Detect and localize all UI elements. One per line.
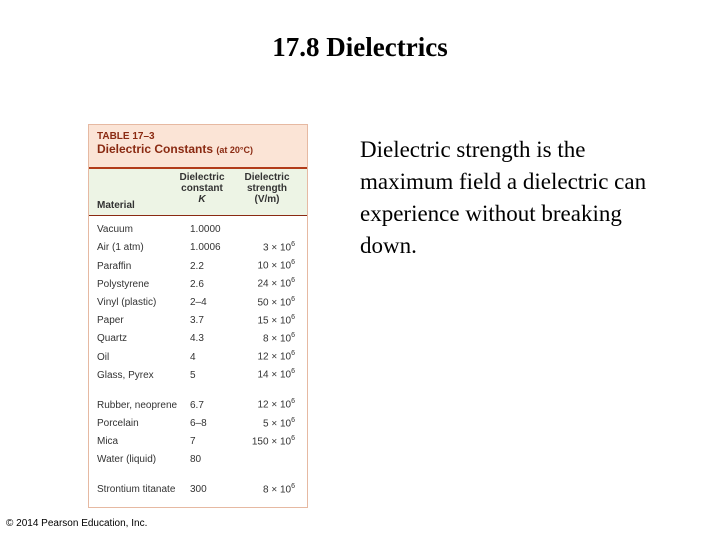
- strength-coefficient: 10 × 10: [257, 260, 292, 272]
- strength-cell: [257, 296, 295, 308]
- strength-cell: [257, 277, 295, 289]
- material-cell: Paper: [97, 315, 124, 327]
- table-caption-note: (at 20°C): [216, 145, 253, 155]
- strength-cell: [257, 314, 295, 326]
- material-cell: Porcelain: [97, 417, 139, 429]
- column-headers: [89, 169, 307, 216]
- column-header-constant-line1: Dielectric: [179, 172, 225, 183]
- column-header-constant: [173, 172, 231, 205]
- strength-cell: [257, 368, 295, 380]
- strength-exponent: 6: [291, 241, 295, 249]
- constant-cell: 2–4: [190, 296, 207, 308]
- table-row: [89, 310, 307, 328]
- constant-cell: 3.7: [190, 315, 204, 327]
- strength-coefficient: 12 × 10: [257, 351, 292, 363]
- constant-cell: 300: [190, 484, 207, 496]
- table-row: [89, 328, 307, 346]
- strength-coefficient: 150 × 10: [251, 436, 292, 448]
- material-cell: Quartz: [97, 333, 128, 345]
- constant-cell: 4: [190, 351, 196, 363]
- strength-exponent: 6: [291, 416, 295, 424]
- strength-exponent: 6: [291, 398, 295, 406]
- table-row: [89, 467, 307, 497]
- strength-exponent: 6: [291, 295, 295, 303]
- strength-exponent: 6: [291, 368, 295, 376]
- constant-cell: 7: [190, 436, 196, 448]
- material-cell: Paraffin: [97, 260, 132, 272]
- material-cell: Air (1 atm): [97, 242, 144, 254]
- dielectric-constants-table: [88, 124, 308, 508]
- column-header-strength: [237, 172, 297, 205]
- strength-coefficient: 24 × 10: [257, 278, 292, 290]
- strength-exponent: 6: [291, 331, 295, 339]
- column-header-constant-symbol: K: [198, 194, 206, 205]
- table-row: [89, 413, 307, 431]
- strength-exponent: 6: [291, 482, 295, 490]
- table-caption-text: Dielectric Constants: [97, 142, 214, 156]
- strength-cell: [257, 398, 295, 410]
- material-cell: Water (liquid): [97, 454, 157, 466]
- constant-cell: 6.7: [190, 399, 204, 411]
- table-row: [89, 255, 307, 273]
- column-header-material: Material: [97, 200, 135, 211]
- column-header-strength-line1: Dielectric: [244, 172, 290, 183]
- constant-cell: 2.2: [190, 260, 204, 272]
- strength-coefficient: 8 × 10: [263, 484, 292, 496]
- strength-coefficient: 14 × 10: [257, 369, 292, 381]
- strength-coefficient: 12 × 10: [257, 399, 292, 411]
- material-cell: Vacuum: [97, 224, 133, 236]
- slide-title: 17.8 Dielectrics: [272, 32, 448, 62]
- strength-coefficient: 50 × 10: [257, 296, 292, 308]
- strength-cell: [263, 417, 295, 429]
- table-row: [89, 219, 307, 237]
- strength-cell: [257, 259, 295, 271]
- strength-cell: [252, 435, 295, 447]
- column-header-strength-line2: strength: [247, 183, 287, 194]
- column-header-constant-line2: constant: [181, 183, 223, 194]
- strength-exponent: 6: [291, 259, 295, 267]
- strength-cell: [263, 241, 295, 253]
- constant-cell: 1.0006: [190, 242, 221, 254]
- strength-exponent: 6: [291, 313, 295, 321]
- strength-cell: [263, 483, 295, 495]
- strength-coefficient: 5 × 10: [263, 417, 292, 429]
- strength-coefficient: 8 × 10: [263, 333, 292, 345]
- constant-cell: 5: [190, 369, 196, 381]
- strength-cell: [263, 332, 295, 344]
- strength-exponent: 6: [291, 277, 295, 285]
- table-row: [89, 346, 307, 364]
- material-cell: Rubber, neoprene: [97, 399, 178, 411]
- strength-exponent: 6: [291, 350, 295, 358]
- strength-coefficient: 15 × 10: [257, 315, 292, 327]
- copyright-notice: © 2014 Pearson Education, Inc.: [6, 518, 148, 529]
- table-body: [89, 216, 307, 497]
- material-cell: Glass, Pyrex: [97, 369, 154, 381]
- table-row: [89, 274, 307, 292]
- strength-cell: [257, 350, 295, 362]
- body-text: Dielectric strength is the maximum field a dielectric can experience without breaking down.: [360, 137, 647, 258]
- material-cell: Polystyrene: [97, 278, 150, 290]
- table-caption: [97, 142, 307, 157]
- constant-cell: 80: [190, 454, 202, 466]
- material-cell: Strontium titanate: [97, 484, 176, 496]
- table-row: [89, 431, 307, 449]
- constant-cell: 6–8: [190, 417, 207, 429]
- table-row: [89, 383, 307, 413]
- strength-coefficient: 3 × 10: [263, 242, 292, 254]
- column-header-strength-unit: (V/m): [254, 194, 280, 205]
- material-cell: Vinyl (plastic): [97, 296, 157, 308]
- table-number: TABLE 17–3: [97, 131, 155, 142]
- material-cell: Oil: [97, 351, 110, 363]
- material-cell: Mica: [97, 436, 119, 448]
- table-header: [89, 125, 307, 169]
- table-row: [89, 449, 307, 467]
- constant-cell: 1.0000: [190, 224, 221, 236]
- table-row: [89, 365, 307, 383]
- table-row: [89, 237, 307, 255]
- table-row: [89, 292, 307, 310]
- constant-cell: 2.6: [190, 278, 204, 290]
- constant-cell: 4.3: [190, 333, 204, 345]
- strength-exponent: 6: [291, 434, 295, 442]
